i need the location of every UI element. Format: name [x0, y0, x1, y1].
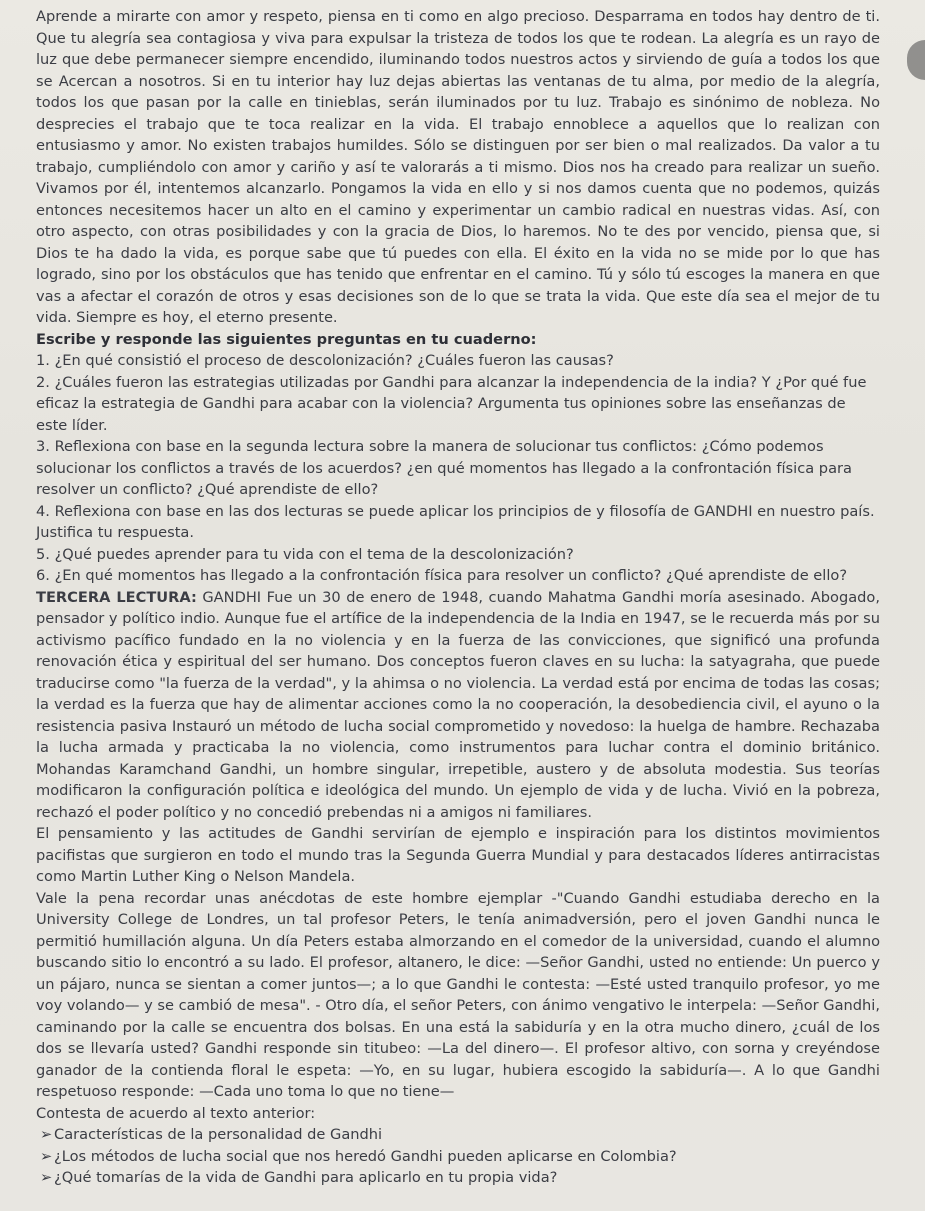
- worksheet-content: [36, 6, 880, 1189]
- task-text: ¿Qué tomarías de la vida de Gandhi para aplicarlo en tu propia vida?: [54, 1169, 558, 1186]
- third-reading-text: GANDHI Fue un 30 de enero de 1948, cuando Mahatma Gandhi moría asesinado. Abogado, pensador y político indio. Aunque fue el artífice de la independencia de la India en 1947, se le recuerda más por su activismo pacífico fundado en la no violencia y en la fuerza de las convicciones, que significó una profunda renovación ética y espiritual del ser humano. Dos conceptos fueron claves en su lucha: la satyagraha, que puede traducirse como "la fuerza de la verdad", y la ahimsa o no violencia. La verdad está por encima de todas las cosas; la verdad es la fuerza que hay de alimentar acciones como la no cooperación, la desobediencia civil, el ayuno o la resistencia pasiva Instauró un método de lucha social comprometido y novedoso: la huelga de hambre. Rechazaba la lucha armada y practicaba la no violencia, como instrumentos para luchar contra el dominio británico. Mohandas Karamchand Gandhi, un hombre singular, irrepetible, austero y de absoluta modestia. Sus teorías modificaron la configuración política e ideológica del mundo. Un ejemplo de vida y de lucha. Vivió en la pobreza, rechazó el poder político y no concedió prebendas ni a amigos ni familiares.: [36, 588, 880, 821]
- task-text: ¿Los métodos de lucha social que nos heredó Gandhi pueden aplicarse en Colombia?: [54, 1147, 677, 1165]
- task-item: [40, 1146, 880, 1168]
- question-item: 1. ¿En qué consistió el proceso de descolonización? ¿Cuáles fueron las causas?: [36, 352, 614, 369]
- question-item: 4. Reflexiona con base en las dos lecturas se puede aplicar los principios de y filosofía de GANDHI en nuestro país. Justifica tu respuesta.: [36, 502, 875, 541]
- anecdote-paragraph: Vale la pena recordar unas anécdotas de este hombre ejemplar -"Cuando Gandhi estudiaba derecho en la University College de Londres, un tal profesor Peters, le tenía animadversión, pero el joven Gandhi nunca le permitió humillación alguna. Un día Peters estaba almorzando en el comedor de la universidad, cuando el alumno buscando sitio lo encontró a su lado. El profesor, altanero, le dice: —Señor Gandhi, usted no entiende: Un puerco y un pájaro, nunca se sientan a comer juntos—; a lo que Gandhi le contesta: —Esté usted tranquilo profesor, yo me voy volando— y se cambió de mesa". - Otro día, el señor Peters, con ánimo vengativo le interpela: —Señor Gandhi, caminando por la calle se encuentra dos bolsas. En una está la sabiduría y en la otra mucho dinero, ¿cuál de los dos se llevaría usted? Gandhi responde sin titubeo: —La del dinero—. El profesor altivo, con sorna y creyéndose ganador de la contienda floral le espeta: —Yo, en su lugar, hubiera escogido la sabiduría—. A lo que Gandhi respetuoso responde: —Cada uno toma lo que no tiene—: [36, 889, 880, 1100]
- question-item: 2. ¿Cuáles fueron las estrategias utilizadas por Gandhi para alcanzar la independencia de la india? Y ¿Por qué fue eficaz la estrategia de Gandhi para acabar con la violencia? Argumenta tus opiniones sobre las enseñanzas de este líder.: [36, 373, 867, 434]
- arrow-bullet-icon: ➢: [40, 1126, 53, 1143]
- intro-paragraph: Aprende a mirarte con amor y respeto, piensa en ti como en algo precioso. Desparrama en todos hay dentro de ti. Que tu alegría sea contagiosa y viva para expulsar la tristeza de todos los que te rodean. La alegría es un rayo de luz que debe permanecer siempre encendido, iluminando todos nuestros actos y sirviendo de guía a todos los que se Acercan a nosotros. Si en tu interior hay luz dejas abiertas las ventanas de tu alma, por medio de la alegría, todos los que pasan por la calle en tinieblas, serán iluminados por tu luz. Trabajo es sinónimo de nobleza. No desprecies el trabajo que te toca realizar en la vida. El trabajo ennoblece a aquellos que lo realizan con entusiasmo y amor. No existen trabajos humildes. Sólo se distinguen por ser bien o mal realizados. Da valor a tu trabajo, cumpliéndolo con amor y cariño y así te valorarás a ti mismo. Dios nos ha creado para realizar un sueño. Vivamos por él, intentemos alcanzarlo. Pongamos la vida en ello y si nos damos cuenta que no podemos, quizás entonces necesitemos hacer un alto en el camino y experimentar un cambio radical en nuestras vidas. Así, con otro aspecto, con otras posibilidades y con la gracia de Dios, lo haremos. No te des por vencido, piensa que, si Dios te ha dado la vida, es porque sabe que tú puedes con ella. El éxito en la vida no se mide por lo que has logrado, sino por los obstáculos que has tenido que enfrentar en el camino. Tú y sólo tú escoges la manera en que vas a afectar el corazón de otros y esas decisiones son de lo que se trata la vida. Que este día sea el mejor de tu vida. Siempre es hoy, el eterno presente.: [36, 8, 880, 326]
- task-item: [40, 1124, 880, 1146]
- task-item: [40, 1167, 880, 1189]
- question-item: 6. ¿En qué momentos has llegado a la confrontación física para resolver un conflicto? ¿Qué aprendiste de ello?: [36, 567, 848, 584]
- questions-heading: Escribe y responde las siguientes preguntas en tu cuaderno:: [36, 330, 537, 348]
- influence-paragraph: El pensamiento y las actitudes de Gandhi servirían de ejemplo e inspiración para los distintos movimientos pacifistas que surgieron en todo el mundo tras la Segunda Guerra Mundial y para destacados líderes antirracistas como Martin Luther King o Nelson Mandela.: [36, 825, 880, 885]
- arrow-bullet-icon: ➢: [40, 1169, 53, 1186]
- questions-list: [36, 350, 880, 587]
- third-reading-title: TERCERA LECTURA:: [36, 588, 197, 606]
- third-reading-paragraph: [36, 587, 880, 824]
- task-text: Características de la personalidad de Gandhi: [54, 1126, 383, 1143]
- task-list: [36, 1124, 880, 1189]
- page-edge-shadow: [907, 40, 925, 80]
- question-item: 5. ¿Qué puedes aprender para tu vida con el tema de la descolonización?: [36, 545, 574, 563]
- task-heading: Contesta de acuerdo al texto anterior:: [36, 1104, 316, 1122]
- arrow-bullet-icon: ➢: [40, 1147, 53, 1165]
- question-item: 3. Reflexiona con base en la segunda lectura sobre la manera de solucionar tus conflictos: ¿Cómo podemos solucionar los conflictos a través de los acuerdos? ¿en qué momentos has llegado a la confrontación física para resolver un conflicto? ¿Qué aprendiste de ello?: [36, 438, 852, 498]
